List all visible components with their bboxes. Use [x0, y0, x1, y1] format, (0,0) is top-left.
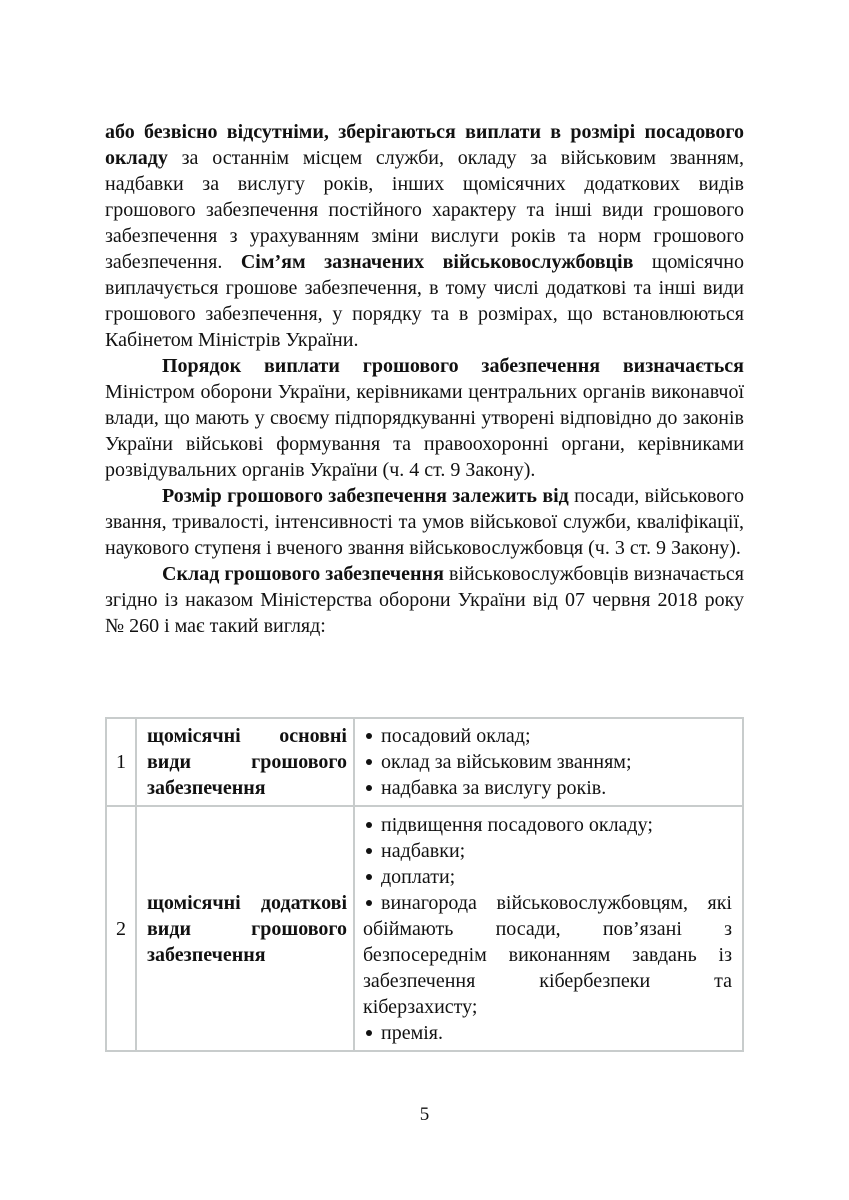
list-item: посадовий оклад; — [363, 723, 732, 749]
list-item: винагорода військовослужбовцям, які обіймають посади, пов’язані з безпосереднім виконанням завдань із забезпечення кібербезпеки та кіберзахисту; — [363, 891, 732, 1018]
row-number: 1 — [106, 718, 136, 806]
paragraph-1-bold-1: або безвісно відсутніми, зберігаються виплати в розмірі посадового окладу — [105, 121, 744, 169]
paragraph-3 — [105, 483, 744, 561]
row-number: 2 — [106, 806, 136, 1051]
paragraph-1-text-1: за останнім місцем служби, окладу за військовим званням, надбавки за вислугу років, інших щомісячних додаткових видів грошового забезпечення постійного характеру та інші види грошового забезпечення з урахуванням зміни вислуги років та норм грошового забезпечення. — [105, 147, 744, 273]
paragraph-4-bold: Склад грошового забезпечення — [162, 563, 444, 585]
paragraph-2 — [105, 353, 744, 483]
list-item: надбавки; — [363, 838, 732, 864]
paragraph-4-text: військовослужбовців визначається згідно із наказом Міністерства оборони України від 07 червня 2018 року № 260 і має такий вигляд: — [105, 563, 744, 637]
list-item: надбавка за вислугу років. — [363, 775, 732, 801]
paragraph-3-text: посади, військового звання, тривалості, інтенсивності та умов військової служби, кваліфікації, наукового ступеня і вченого звання військовослужбовця (ч. 3 ст. 9 Закону). — [105, 485, 744, 559]
pay-composition-table — [105, 717, 744, 1052]
paragraph-3-bold: Розмір грошового забезпечення залежить від — [162, 485, 569, 507]
paragraph-4 — [105, 561, 744, 639]
page-number: 5 — [419, 1104, 430, 1125]
table-row — [106, 806, 743, 1051]
row-items — [354, 806, 743, 1051]
paragraph-2-bold: Порядок виплати грошового забезпечення визначається — [162, 355, 744, 377]
list-item: підвищення посадового окладу; — [363, 812, 732, 838]
document-body — [105, 119, 744, 639]
list-item: оклад за військовим званням; — [363, 749, 732, 775]
paragraph-2-text: Міністром оборони України, керівниками центральних органів виконавчої влади, що мають у своєму підпорядкуванні утворені відповідно до законів України військові формування та правоохоронні органи, керівниками розвідувальних органів України (ч. 4 ст. 9 Закону). — [105, 381, 744, 481]
paragraph-1 — [105, 119, 744, 353]
row-category: щомісячні додаткові види грошового забезпечення — [136, 806, 354, 1051]
list-item: доплати; — [363, 864, 732, 890]
row-items — [354, 718, 743, 806]
list-item: премія. — [363, 1020, 732, 1046]
row-category: щомісячні основні види грошового забезпечення — [136, 718, 354, 806]
paragraph-1-bold-2: Сім’ям зазначених військовослужбовців — [240, 251, 634, 273]
table-row — [106, 718, 743, 806]
paragraph-1-text-2: щомісячно виплачується грошове забезпечення, в тому числі додаткові та інші види грошового забезпечення, у порядку та в розмірах, що встановлюються Кабінетом Міністрів України. — [105, 251, 744, 351]
